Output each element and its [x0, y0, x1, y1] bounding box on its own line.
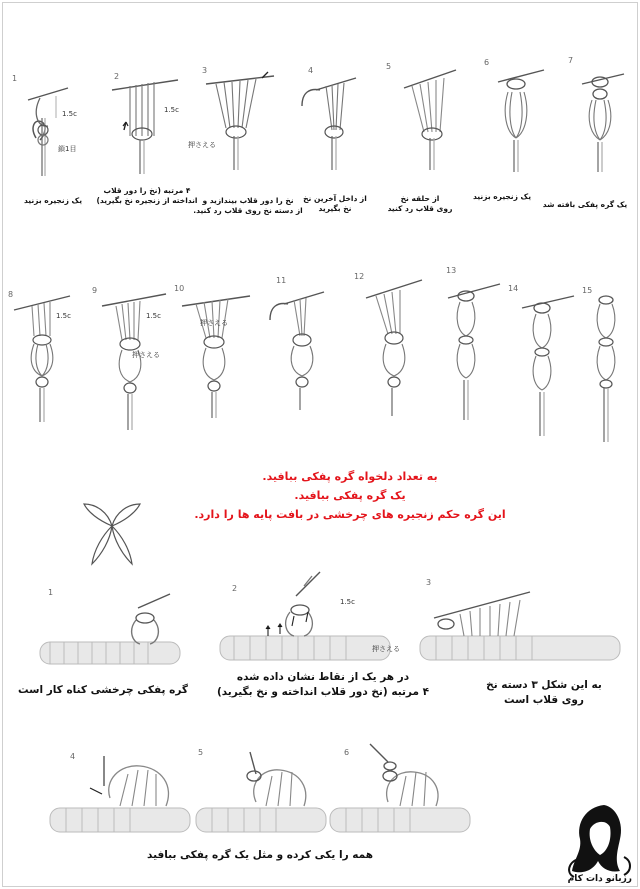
caption-step3	[188, 196, 308, 216]
caption-line: یک زنجیره بزنید	[23, 196, 83, 205]
jp-label: 押さえる	[132, 351, 160, 359]
diagram-step3	[196, 70, 281, 170]
diagram-step9	[96, 290, 176, 430]
caption-step6	[462, 192, 542, 202]
diagram-step14	[520, 286, 580, 436]
step-number: 5	[198, 748, 204, 757]
diagram-step7	[576, 60, 636, 172]
instruction-line-2: یک گره پفکی ببافید.	[294, 489, 406, 502]
caption-line: روی قلاب رد کنید	[387, 204, 453, 213]
diagram-row3-step3	[420, 578, 630, 668]
caption-line: از دسته نخ روی قلاب رد کنید.	[193, 206, 303, 215]
step-number: 2	[114, 72, 120, 81]
step-number: 4	[308, 66, 314, 75]
step-number: 1	[12, 74, 18, 83]
caption-line: در هر یک از نقاط نشان داده شده	[236, 671, 410, 683]
diagram-step13	[446, 270, 506, 420]
diagram-step10	[176, 288, 256, 418]
caption-step1	[8, 196, 98, 206]
step-number: 14	[508, 284, 519, 293]
step-number: 6	[344, 748, 350, 757]
step-number: 2	[232, 584, 238, 593]
instruction-line-1: به تعداد دلخواه گره پفکی ببافید.	[262, 470, 438, 483]
jp-label: 押さえる	[188, 141, 216, 149]
site-logo	[564, 799, 634, 885]
diagram-step15	[586, 292, 626, 442]
diagram-row4-step6	[330, 740, 480, 840]
caption-line: به این شکل ۳ دسته نخ	[486, 679, 602, 691]
step-number: 10	[174, 284, 185, 293]
instruction-line-3: این گره حکم زنجیره های چرخشی در بافت پایه ها را دارد.	[194, 508, 506, 521]
measure-label: 1.5c	[56, 312, 71, 320]
diagram-step6	[494, 62, 554, 172]
caption-line: ۴ مرتبه (نخ را دور قلاب	[103, 186, 191, 195]
caption-step4	[300, 194, 370, 214]
step-number: 11	[276, 276, 287, 285]
diagram-step11	[264, 280, 334, 410]
step-number: 9	[92, 286, 98, 295]
step-number: 12	[354, 272, 365, 281]
measure-label: 1.5c	[62, 110, 77, 118]
diagram-step2	[108, 76, 188, 176]
caption-line: یک زنجیره بزنید	[472, 192, 532, 201]
caption-line: از حلقه نخ	[400, 194, 440, 203]
caption-line: انداخته از زنجیره نخ بگیرید)	[96, 196, 198, 205]
diagram-row3-step1	[40, 590, 190, 680]
step-number: 8	[8, 290, 14, 299]
jp-label: 押さえる	[372, 645, 400, 653]
jp-label: 押さえる	[200, 319, 228, 327]
caption-line: روی قلاب است	[504, 694, 584, 706]
step-number: 3	[202, 66, 208, 75]
measure-label: 1.5c	[146, 312, 161, 320]
step-number: 5	[386, 62, 392, 71]
step-number: 13	[446, 266, 457, 275]
caption-line: نخ را دور قلاب بیندازید و	[202, 196, 294, 205]
measure-label: 1.5c	[340, 598, 355, 606]
caption-row3-step2	[198, 670, 448, 700]
caption-step2	[92, 186, 202, 206]
caption-line: یک گره پفکی بافته شد	[542, 200, 628, 209]
step-number: 4	[70, 752, 76, 761]
diagram-step5	[396, 66, 466, 170]
caption-row4: همه را یکی کرده و مثل یک گره پفکی ببافید	[147, 849, 373, 861]
step-number: 3	[426, 578, 432, 587]
measure-label: 1.5c	[164, 106, 179, 114]
diagram-step1	[20, 78, 90, 178]
step-number: 7	[568, 56, 574, 65]
jp-label: 鎖1目	[58, 145, 77, 153]
puff-stitch-symbol	[82, 498, 142, 568]
caption-row3-step3	[464, 678, 624, 708]
diagram-row4-step4	[50, 750, 200, 840]
caption-line: از داخل آخرین نخ	[303, 194, 367, 203]
step-number: 6	[484, 58, 490, 67]
step-number: 15	[582, 286, 593, 295]
logo-text: رزبانو دات کام	[567, 874, 632, 884]
caption-line: گره پفکی چرخشی کناه کار است	[18, 684, 188, 696]
caption-line: نخ بگیرید	[318, 204, 352, 213]
step-number: 1	[48, 588, 54, 597]
diagram-row4-step5	[196, 748, 336, 838]
diagram-step12	[360, 276, 430, 416]
caption-step7	[540, 200, 630, 210]
caption-row3-step1	[6, 683, 200, 698]
caption-step5	[380, 194, 460, 214]
diagram-step4	[296, 70, 366, 170]
caption-line: ۴ مرتبه (نخ دور قلاب انداخته و نخ بگیرید)	[216, 686, 430, 698]
